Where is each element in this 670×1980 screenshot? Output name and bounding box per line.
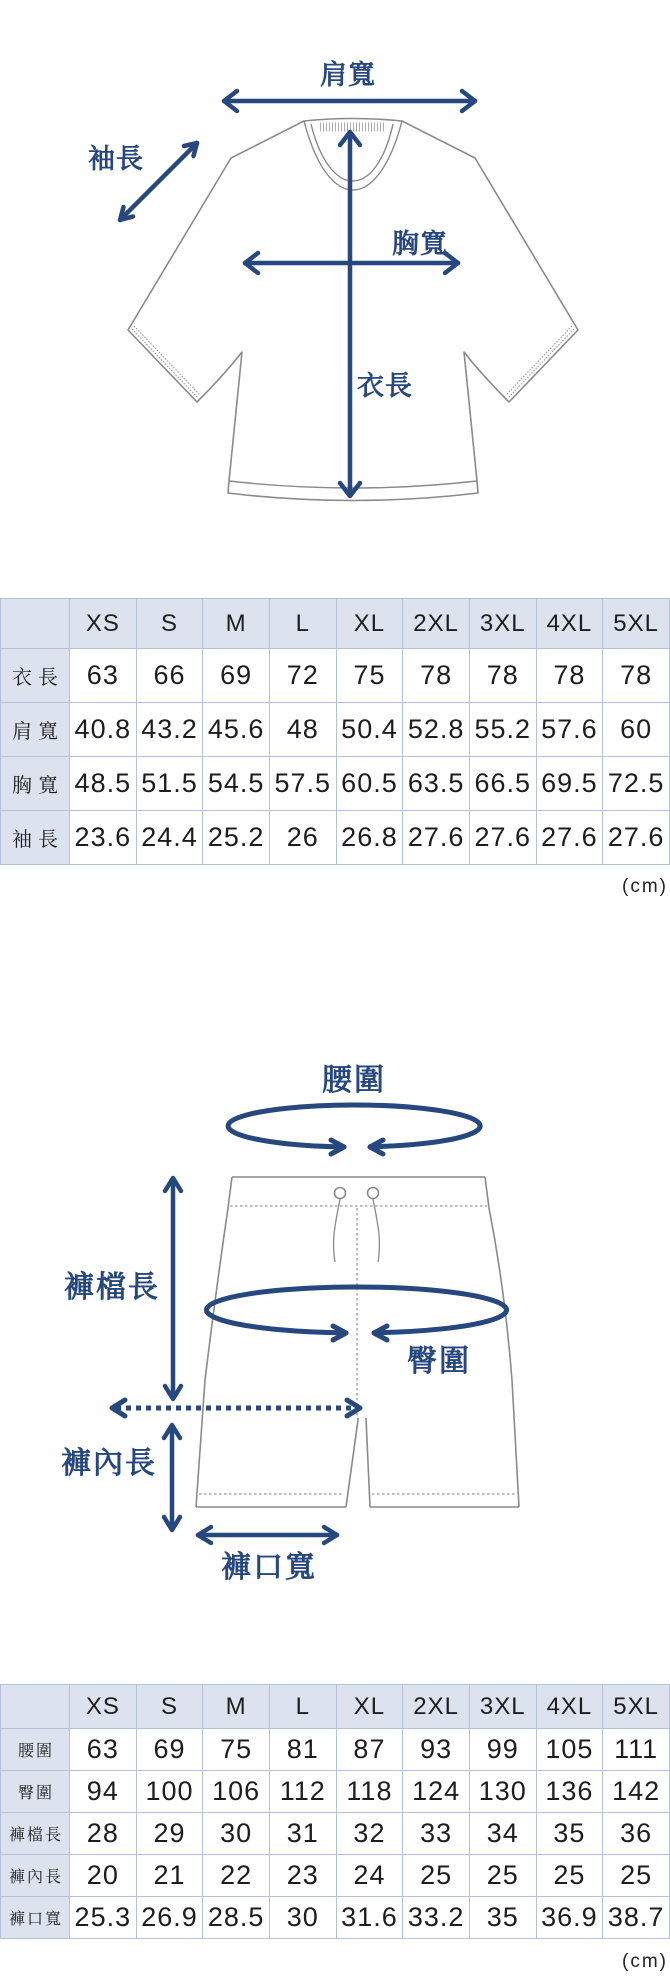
measurement-value: 60.5	[336, 757, 403, 811]
measurement-value: 78	[469, 649, 536, 703]
measurement-value: 30	[203, 1813, 270, 1855]
measurement-value: 33	[403, 1813, 470, 1855]
table-row	[1, 1771, 670, 1813]
size-column-header: M	[203, 1685, 270, 1729]
leg-opening-label: 褲口寬	[221, 1551, 317, 1584]
measurement-value: 28	[70, 1813, 137, 1855]
measurement-value: 136	[536, 1771, 603, 1813]
size-column-header: 5XL	[603, 1685, 670, 1729]
table-row	[1, 1897, 670, 1939]
size-column-header: 2XL	[403, 599, 470, 649]
measurement-value: 25.3	[70, 1897, 137, 1939]
body-length-label: 衣長	[357, 371, 413, 401]
measurement-row-label: 臀圍	[1, 1771, 70, 1813]
size-column-header: XL	[336, 599, 403, 649]
shorts-diagram	[0, 1050, 670, 1595]
measurement-value: 75	[203, 1729, 270, 1771]
measurement-value: 31.6	[336, 1897, 403, 1939]
measurement-value: 81	[269, 1729, 336, 1771]
table-row	[1, 811, 670, 865]
hip-girth-label: 臀圍	[407, 1345, 471, 1378]
size-column-header: 2XL	[403, 1685, 470, 1729]
measurement-row-label: 衣長	[1, 649, 70, 703]
measurement-value: 40.8	[70, 703, 137, 757]
measurement-value: 30	[269, 1897, 336, 1939]
size-column-header: XS	[70, 599, 137, 649]
measurement-value: 100	[136, 1771, 203, 1813]
measurement-value: 35	[536, 1813, 603, 1855]
table-row	[1, 703, 670, 757]
measurement-value: 57.6	[536, 703, 603, 757]
measurement-value: 21	[136, 1855, 203, 1897]
waist-girth-label: 腰圍	[322, 1064, 386, 1097]
measurement-value: 99	[469, 1729, 536, 1771]
measurement-value: 48	[269, 703, 336, 757]
chest-width-label: 胸寬	[392, 229, 448, 259]
measurement-value: 94	[70, 1771, 137, 1813]
measurement-value: 24.4	[136, 811, 203, 865]
measurement-value: 75	[336, 649, 403, 703]
inseam-length-arrow	[164, 1425, 180, 1530]
table-corner-cell	[1, 1685, 70, 1729]
measurement-value: 78	[403, 649, 470, 703]
measurement-value: 25	[403, 1855, 470, 1897]
measurement-value: 66	[136, 649, 203, 703]
measurement-value: 24	[336, 1855, 403, 1897]
measurement-value: 60	[603, 703, 670, 757]
measurement-value: 111	[603, 1729, 670, 1771]
measurement-value: 31	[269, 1813, 336, 1855]
shorts-size-table	[0, 1684, 670, 1939]
table-corner-cell	[1, 599, 70, 649]
measurement-value: 25	[536, 1855, 603, 1897]
measurement-value: 50.4	[336, 703, 403, 757]
size-column-header: M	[203, 599, 270, 649]
table-row	[1, 757, 670, 811]
measurement-value: 118	[336, 1771, 403, 1813]
size-column-header: 3XL	[469, 1685, 536, 1729]
measurement-value: 38.7	[603, 1897, 670, 1939]
measurement-value: 25	[469, 1855, 536, 1897]
measurement-row-label: 胸寬	[1, 757, 70, 811]
size-column-header: 5XL	[603, 599, 670, 649]
measurement-value: 23.6	[70, 811, 137, 865]
sleeve-length-label: 袖長	[88, 144, 144, 174]
measurement-value: 54.5	[203, 757, 270, 811]
measurement-value: 33.2	[403, 1897, 470, 1939]
measurement-row-label: 褲內長	[1, 1855, 70, 1897]
measurement-value: 45.6	[203, 703, 270, 757]
measurement-value: 27.6	[403, 811, 470, 865]
measurement-value: 26	[269, 811, 336, 865]
shorts-outline	[196, 1177, 519, 1507]
inseam-length-label: 褲內長	[61, 1447, 157, 1480]
measurement-value: 69.5	[536, 757, 603, 811]
crotch-line-arrow	[112, 1400, 360, 1416]
measurement-value: 63.5	[403, 757, 470, 811]
measurement-row-label: 腰圍	[1, 1729, 70, 1771]
measurement-value: 52.8	[403, 703, 470, 757]
size-column-header: S	[136, 599, 203, 649]
measurement-value: 29	[136, 1813, 203, 1855]
size-column-header: 4XL	[536, 599, 603, 649]
size-column-header: L	[269, 599, 336, 649]
shoulder-width-label: 肩寬	[320, 60, 376, 90]
tshirt-outline	[128, 119, 578, 501]
measurement-value: 105	[536, 1729, 603, 1771]
measurement-value: 26.8	[336, 811, 403, 865]
waist-girth-ellipse	[228, 1105, 480, 1154]
size-column-header: 3XL	[469, 599, 536, 649]
measurement-value: 27.6	[469, 811, 536, 865]
measurement-value: 25	[603, 1855, 670, 1897]
measurement-value: 28.5	[203, 1897, 270, 1939]
measurement-value: 87	[336, 1729, 403, 1771]
measurement-value: 57.5	[269, 757, 336, 811]
size-column-header: XS	[70, 1685, 137, 1729]
size-column-header: XL	[336, 1685, 403, 1729]
measurement-row-label: 褲檔長	[1, 1813, 70, 1855]
measurement-value: 63	[70, 1729, 137, 1771]
table-row	[1, 1813, 670, 1855]
shoulder-width-arrow	[224, 91, 475, 111]
unit-label-tshirt: (cm)	[622, 876, 668, 897]
measurement-value: 63	[70, 649, 137, 703]
measurement-value: 130	[469, 1771, 536, 1813]
measurement-value: 66.5	[469, 757, 536, 811]
measurement-row-label: 褲口寬	[1, 1897, 70, 1939]
unit-label-shorts: (cm)	[622, 1951, 668, 1972]
measurement-value: 20	[70, 1855, 137, 1897]
measurement-value: 48.5	[70, 757, 137, 811]
measurement-value: 35	[469, 1897, 536, 1939]
rise-length-arrow	[165, 1178, 181, 1399]
measurement-value: 34	[469, 1813, 536, 1855]
measurement-value: 106	[203, 1771, 270, 1813]
measurement-value: 32	[336, 1813, 403, 1855]
measurement-value: 25.2	[203, 811, 270, 865]
rise-length-label: 褲檔長	[64, 1271, 160, 1304]
measurement-value: 36	[603, 1813, 670, 1855]
measurement-value: 55.2	[469, 703, 536, 757]
measurement-value: 27.6	[536, 811, 603, 865]
measurement-value: 43.2	[136, 703, 203, 757]
header-row	[1, 599, 670, 649]
measurement-value: 23	[269, 1855, 336, 1897]
measurement-value: 27.6	[603, 811, 670, 865]
size-column-header: L	[269, 1685, 336, 1729]
measurement-value: 69	[203, 649, 270, 703]
measurement-value: 124	[403, 1771, 470, 1813]
measurement-value: 78	[603, 649, 670, 703]
measurement-value: 112	[269, 1771, 336, 1813]
measurement-row-label: 肩寬	[1, 703, 70, 757]
measurement-value: 26.9	[136, 1897, 203, 1939]
measurement-value: 69	[136, 1729, 203, 1771]
table-row	[1, 1729, 670, 1771]
measurement-value: 36.9	[536, 1897, 603, 1939]
measurement-value: 51.5	[136, 757, 203, 811]
size-column-header: 4XL	[536, 1685, 603, 1729]
tshirt-size-table	[0, 598, 670, 865]
tshirt-diagram	[0, 0, 670, 560]
measurement-row-label: 袖長	[1, 811, 70, 865]
table-row	[1, 1855, 670, 1897]
measurement-value: 72	[269, 649, 336, 703]
table-row	[1, 649, 670, 703]
leg-opening-arrow	[198, 1527, 337, 1543]
measurement-value: 72.5	[603, 757, 670, 811]
size-column-header: S	[136, 1685, 203, 1729]
measurement-value: 78	[536, 649, 603, 703]
measurement-value: 22	[203, 1855, 270, 1897]
measurement-value: 142	[603, 1771, 670, 1813]
measurement-value: 93	[403, 1729, 470, 1771]
header-row	[1, 1685, 670, 1729]
